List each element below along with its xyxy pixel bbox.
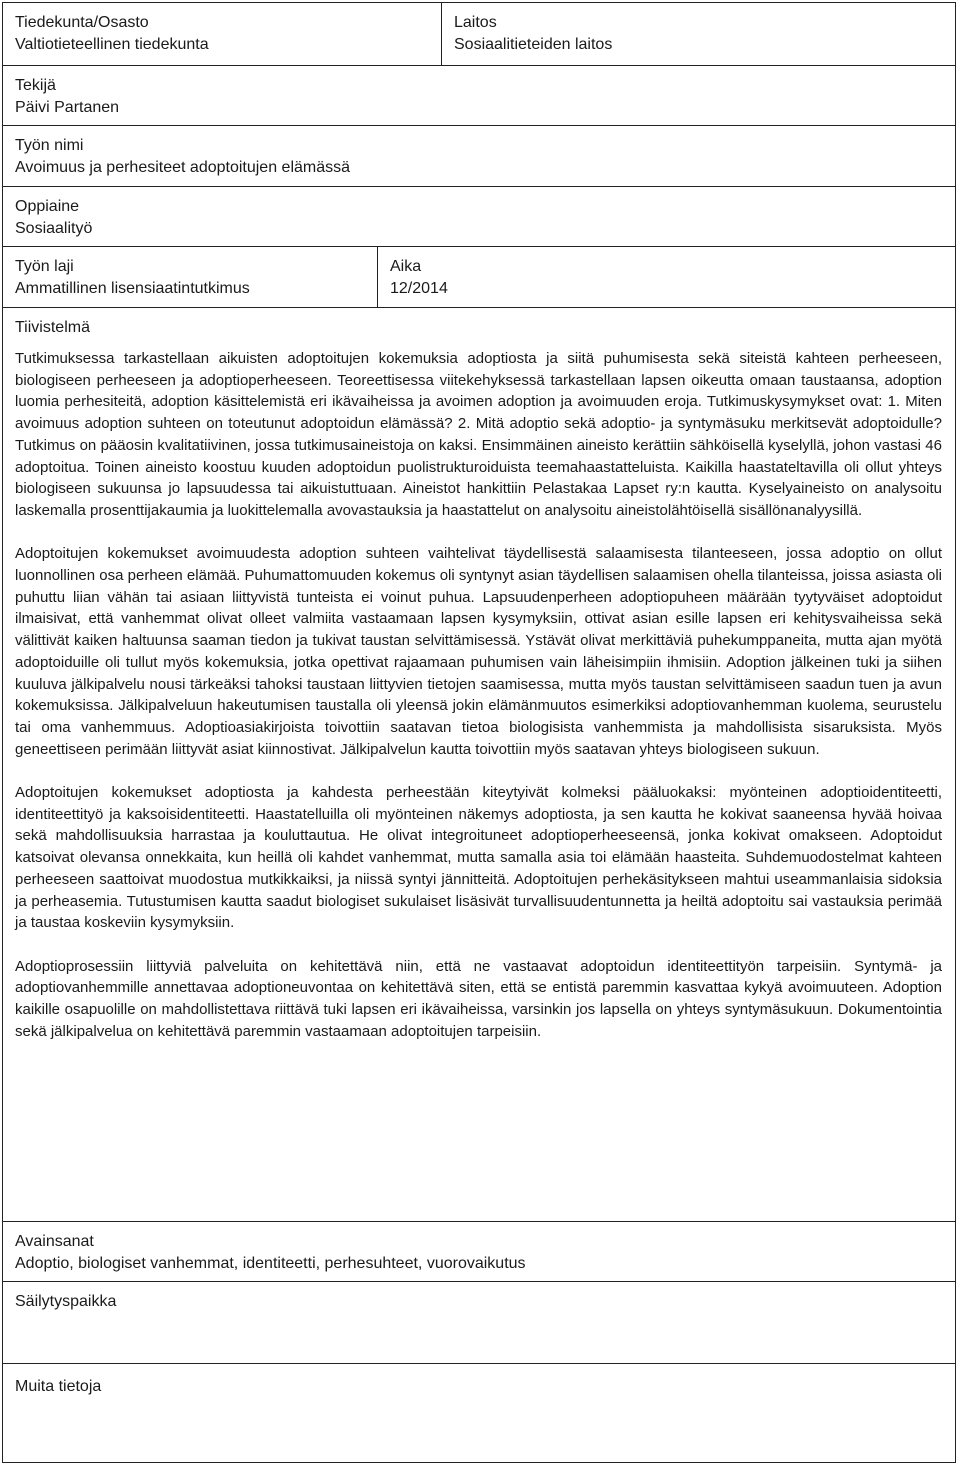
keywords-cell [3,1222,955,1282]
abstract-body [15,348,942,1064]
work-type-value: Ammatillinen lisensiaatintutkimus [15,280,250,297]
title-value: Avoimuus ja perhesiteet adoptoitujen elämässä [15,159,351,176]
department-cell [441,3,955,65]
title-row [3,125,955,187]
author-row [3,65,955,126]
title-label: Työn nimi [15,137,84,154]
faculty-value: Valtiotieteellinen tiedekunta [15,36,209,53]
storage-label: Säilytyspaikka [15,1293,117,1310]
subject-label: Oppiaine [15,198,80,215]
abstract-paragraph: Adoptioprosessiin liittyviä palveluita on kehitettävä niin, että ne vastaavat adoptoidun identiteettityön tarpeisiin. Syntymä- ja adoptiovanhemmille annettavaa adoptioneuvontaa on kehitettävä siten, että se entistä paremmin kasvattaa kykyä avoimuuteen. Adoption kaikille osapuolille on mahdollistettava riittävä tuki lapsen eri ikävaiheissa, varsinkin jos lapsella on yhteys syntymäsukuun. Dokumentointia sekä jälkipalvelua on kehitettävä paremmin vastaamaan adoptoitujen tarpeisiin. [15,957,942,1040]
abstract-paragraph: Adoptoitujen kokemukset avoimuudesta adoption suhteen vaihtelivat täydellisestä salaamisesta tilanteeseen, jossa adoptio on ollut luonnollinen osa perheen elämää. Puhumattomuuden kokemus oli syntynyt asian täydellisen salaamisen ohella tilanteissa, joissa asiasta oli puhuttu liian vähän tai asiaan liittyvistä tunteista ei voinut puhua. Lapsuudenperheen adoptiopuheen määrään tyytyväiset adoptoidut ilmaisivat, että vanhemmat olivat olleet valmiita vastaamaan lapsen kysymyksiin, ottivat asian esille lapsen eri kehitysvaiheissa sekä välittivät kaiken haltuunsa saaman tiedon ja tukivat taustan selvittämisessä. Ystävät olivat merkittäviä puhekumppaneita, mutta ajan myötä adoptoiduille oli tullut myös kokemuksia, jotka opettivat rajaamaan puhumisen vain läheisimpiin ihmisiin. Adoption jälkeinen tuki ja siihen kuuluva jälkipalvelu nousi tärkeäksi tahoksi taustaan liittyvien tietojen saamisessa, mutta myös taustan selvittämiseen saadun tuen ja avun kokemuksissa. Jälkipalveluun hakeutumisen taustalla oli yleensä jokin elämänmuutos esimerkiksi adoptiovanhemman kuolema, seurustelu tai oma vanhemmuus. Adoptioasiakirjoista toivottiin saatavan tietoa biologisista vanhemmista ja mahdollisista sisaruksista. Myös geneettiseen perimään liittyvät asiat kiinnostivat. Jälkipalvelun kautta toivottiin myös saatavan yhteys biologiseen sukuun. [15,545,942,758]
other-info-cell [3,1364,955,1463]
storage-row [3,1281,955,1364]
keywords-row [3,1221,955,1282]
abstract-row [3,307,955,1222]
faculty-cell [3,3,441,65]
subject-value: Sosiaalityö [15,220,93,237]
title-cell [3,126,955,187]
subject-cell [3,187,955,247]
keywords-value: Adoptio, biologiset vanhemmat, identiteetti, perhesuhteet, vuorovaikutus [15,1255,526,1272]
other-info-row [3,1363,955,1463]
date-label: Aika [390,258,422,275]
abstract-label: Tiivistelmä [15,319,90,336]
keywords-label: Avainsanat [15,1233,94,1250]
work-type-label: Työn laji [15,258,74,275]
department-label: Laitos [454,14,497,31]
faculty-label: Tiedekunta/Osasto [15,14,149,31]
subject-row [3,186,955,247]
author-value: Päivi Partanen [15,99,120,116]
author-cell [3,66,955,126]
other-info-label: Muita tietoja [15,1378,102,1395]
work-type-cell [3,247,377,308]
storage-cell [3,1282,955,1364]
abstract-paragraph: Tutkimuksessa tarkastellaan aikuisten adoptoitujen kokemuksia adoptiosta ja siitä puhumisesta sekä siteistä kahteen perheeseen, biologiseen perheeseen ja adoptioperheeseen. Teoreettisessa viitekehyksessä tarkastellaan lapsen oikeutta omaan taustaansa, adoption luomia perhesiteitä, adoption käsittelemistä eri ikävaiheissa ja avoimen adoption ja avoimuuden eroja. Tutkimuskysymykset ovat: 1. Miten avoimuus adoption suhteen on toteutunut adoptoidun elämässä? 2. Mitä adoptio sekä adoptio- ja syntymäsuku merkitsevät adoptoidulle? Tutkimus on pääosin kvalitatiivinen, jossa tutkimusaineistoja on kaksi. Ensimmäinen aineisto kerättiin sähköisellä kyselyllä, johon vastasi 46 adoptoitua. Toinen aineisto koostuu kuuden adoptoidun puolistrukturoiduista teemahaastatteluista. Kaikilla haastateltavilla oli ollut yhteys biologiseen sukuunsa jo lapsuudessa tai aikuistuttuaan. Aineistot hankittiin Pelastakaa Lapset ry:n kautta. Kyselyaineisto on analysoitu laskemalla prosenttijakaumia ja luokittelemalla avovastauksia ja haastattelut on analysoitu aineistolähtöisellä sisällönanalyysillä. [15,350,942,519]
author-label: Tekijä [15,77,56,94]
worktype-date-row [3,246,955,308]
abstract-form [2,2,956,1463]
department-value: Sosiaalitieteiden laitos [454,36,613,53]
abstract-paragraph: Adoptoitujen kokemukset adoptiosta ja kahdesta perheestään kiteytyivät kolmeksi pääluokaksi: myönteinen adoptioidentiteetti, identiteettityö ja kaksoisidentiteetti. Haastatelluilla oli myönteinen näkemys adoptiosta, ja sen kautta he kokivat saaneensa hyvää hoivaa sekä mahdollisuuksia harrastaa ja kouluttautua. He olivat integroituneet adoptioperheeseensä, jonka kokivat omakseen. Adoptoidut katsoivat olevansa onnekkaita, kun heillä oli kahdet vanhemmat, mutta samalla asia toi elämään haasteita. Suhdemuodostelmat kahteen perheeseen saattoivat muodostua mutkikkaiksi, ja niissä syntyi jännitteitä. Adoptoitujen perhekäsitykseen mahtui useammanlaisia sidoksia ja perheasemia. Tutustumisen kautta saadut biologiset sukulaiset lisäsivät turvallisuudentunnetta ja heiltä adoptoitu sai vastauksia perimää ja taustaa koskeviin kysymyksiin. [15,784,942,932]
faculty-department-row [3,3,955,65]
date-value: 12/2014 [390,280,448,297]
date-cell [377,247,955,308]
